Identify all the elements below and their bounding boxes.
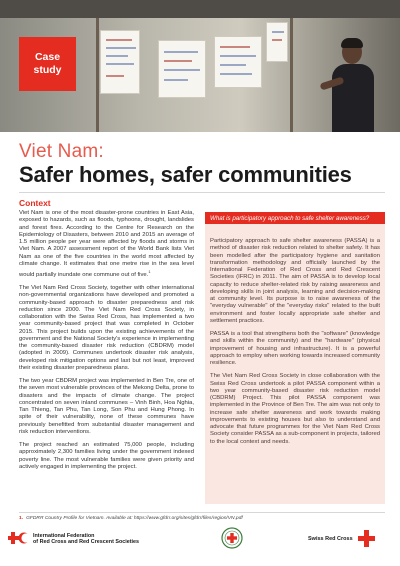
hero-poster bbox=[158, 40, 206, 98]
case-study-badge bbox=[19, 37, 76, 91]
ifrc-logo bbox=[8, 531, 139, 547]
passa-box-body bbox=[205, 224, 385, 446]
hero-poster bbox=[266, 22, 288, 62]
footnote-text[interactable]: GFDRR Country Profile for Vietnam. Available at: https://www.gfdrr.org/sites/gfdrr/files/region/VN.pdf bbox=[26, 516, 243, 521]
context-column bbox=[19, 210, 194, 477]
swiss-red-cross-logo bbox=[308, 530, 375, 547]
footnote bbox=[19, 516, 243, 521]
footnote-number: 1. bbox=[19, 516, 24, 521]
red-cross-crescent-emblem-icon bbox=[8, 531, 29, 547]
viet-nam-red-cross-seal-icon bbox=[221, 527, 243, 549]
context-paragraph-3: The two year CBDRM project was implemented in Ben Tre, one of the seven most vulnerable provinces of the Mekong Delta, prone to disasters and the impacts of climate change. The project concentrated on seven inland communes – Vinh Binh, Hoa Nghia, Tan Thieng, Tan Phu, Tan Long, Son Phu and Hung Phong. In spite of their vulnerability, none of these communes have previously benefitted from substantial disaster management and risk reduction interventions. bbox=[19, 378, 194, 435]
passa-paragraph-2: PASSA is a tool that strengthens both the "software" (knowledge and skills within the community) and the "hardware" (physical improvement of housing and infrastructure). It is a powerful approach to employ when working towards increased community resilience. bbox=[210, 331, 380, 366]
hero-poster bbox=[214, 36, 262, 88]
title-divider bbox=[19, 192, 385, 193]
context-heading: Context bbox=[19, 198, 51, 208]
context-paragraph-2: The Viet Nam Red Cross Society, together with other international non-governmental organizations have developed and promoted a community-based approach to disaster preparedness and risk reduction since 2000. The Viet Nam Red Cross Society, in collaboration with the Swiss Red Cross, has implemented a two year community-based project that was completed in October 2015. This project builds upon the existing achievements of the government and the National Society's experience in implementing the community-based disaster risk reduction (CBDRM) model (adopted in 2009). Communes undertook disaster risk analysis, developed risk mitigation options and last but not least, improved their existing disaster preparedness plans. bbox=[19, 285, 194, 371]
footnote-divider bbox=[19, 512, 385, 513]
hero-photo bbox=[0, 0, 400, 132]
ifrc-name-line-1: International Federation bbox=[33, 532, 95, 539]
hero-person bbox=[330, 40, 376, 132]
badge-line-1: Case bbox=[34, 51, 61, 63]
passa-paragraph-1: Participatory approach to safe shelter awareness (PASSA) is a method of disaster risk reduction related to shelter safety. It has been modelled after the participatory hygiene and sanitation transformation methodology and officially launched by the International Federation of Red Cross and Red Crescent Societies (IFRC) in 2011. The aim of PASSA is to develop local capacity to reduce shelter-related risk by raising awareness and developing skills in joint analysis, learning and decision-making at community level. Its purpose is to raise awareness of the "everyday vulnerable" of the "everyday risks" related to the built environment and foster locally appropriate safe shelter and settlement practices. bbox=[210, 238, 380, 324]
country-heading: Viet Nam: bbox=[19, 141, 104, 162]
ifrc-name-line-2: of Red Cross and Red Crescent Societies bbox=[33, 539, 140, 545]
red-cross-icon bbox=[358, 530, 375, 547]
context-paragraph-4: The project reached an estimated 75,000 people, including approximately 2,300 families living under the government indexed poverty line. The most vulnerable families were given priority and actively engaged in implementing the project. bbox=[19, 442, 194, 470]
badge-line-2: study bbox=[33, 64, 62, 76]
hero-poster bbox=[100, 30, 140, 94]
passa-box-heading: What is participatory approach to safe shelter awareness? bbox=[205, 212, 385, 224]
swiss-red-cross-name: Swiss Red Cross bbox=[308, 535, 353, 542]
hero-pole bbox=[96, 18, 99, 132]
passa-info-box bbox=[205, 212, 385, 504]
hero-wall-band bbox=[0, 0, 400, 18]
footnote-ref: 1 bbox=[148, 269, 151, 274]
hero-pole bbox=[290, 18, 293, 132]
context-paragraph-1: Viet Nam is one of the most disaster-prone countries in East Asia, exposed to hazards, such as floods, typhoons, drought, landslides and forest fires. According to the Centre for Research on the Epidemiology of Disasters, between 2010 and 2015 an average of 1.5 million people per year were affected by floods and storms in Viet Nam. A 2007 assessment report of the World Bank lists Viet Nam as one of the five countries in the world most affected by climate change. It estimates that one metre rise in the sea level would partially inundate one commune out of five.$^1$ bbox=[19, 210, 194, 278]
ifrc-name bbox=[33, 533, 139, 546]
passa-paragraph-3: The Viet Nam Red Cross Society in close collaboration with the Swiss Red Cross undertook a pilot PASSA component within a two year community-based disaster risk reduction model (CBDRM) Project. This pilot PASSA component was implemented in the Province of Ben Tre. The aim was not only to increase safe shelter awareness and work towards making improvements to existing houses but also to understand and advocate that future programmes for the Viet Nam Red Cross Society consider PASSA as a sub-component in projects, tailored to the local context and needs. bbox=[210, 373, 380, 445]
page-title: Safer homes, safer communities bbox=[19, 162, 352, 187]
